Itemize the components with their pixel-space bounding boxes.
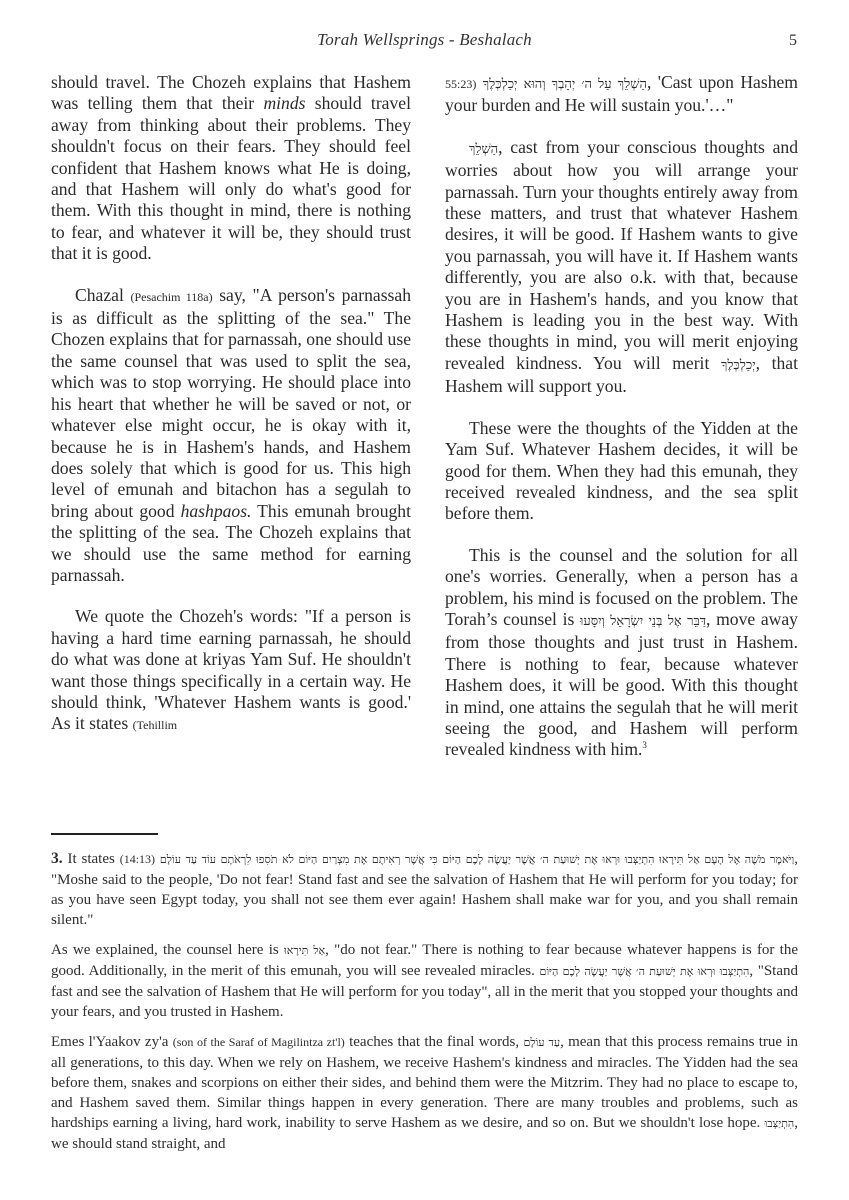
footnote-marker[interactable]: 3 (642, 740, 647, 751)
paragraph (445, 137, 798, 398)
paragraph (51, 72, 411, 265)
right-column (445, 72, 798, 781)
text: teaches that the final words, (344, 1034, 524, 1050)
hebrew-quote: הִתְיַצְּבוּ (764, 1117, 795, 1130)
running-header (0, 30, 849, 56)
hebrew-quote: עַד עוֹלָם (523, 1036, 561, 1049)
text: This is the counsel and the solution for all one's worries. Generally, when a person has a problem, his mind is focused on the problem. The Torah’s counsel is (445, 544, 798, 629)
hebrew-quote: הַשְׁלֵךְ (469, 141, 499, 157)
text: , "Stand fast and see the salvation of Hashem that He will perform for you today", all in the merit that you stopped your thoughts and your fears, and you trusted in Hashem. (51, 963, 799, 1020)
text: , that Hashem will support you. (445, 352, 798, 397)
left-column (51, 72, 411, 757)
text: , "Moshe said to the people, 'Do not fear! Stand fast and see the salvation of Hashem that He will perform for you today; for as you have seen Egypt today, you shall not see them ever again! Hashem shall make war for you, and you shall remain silent." (51, 851, 798, 928)
text: This emunah brought the splitting of the sea. The Chozeh explains that we should use the same method for earning parnassah. (51, 500, 411, 585)
text: Chazal (75, 284, 131, 305)
text: , 'Cast upon Hashem your burden and He will sustain you.'…" (445, 72, 798, 116)
text: , "do not fear." There is nothing to fear because whatever happens is for the good. Additionally, in the merit of this emunah, you will see revealed miracles. (51, 942, 799, 979)
text: We quote the Chozeh's words: "If a person is having a hard time earning parnassah, he should do what was done at kriyas Yam Suf. He shouldn't want those things specifically in a certain way. He should think, 'Whatever Hashem wants is good.' As it states (51, 606, 411, 734)
source-reference: (Pesachim 118a) (130, 289, 213, 304)
paragraph (51, 606, 411, 736)
text: , cast from your conscious thoughts and worries about how you will arrange your parnassah. Turn your thoughts entirely away from these matters, and trust that whatever Hashem desires, it will be good. If Hashem wants to give you parnassah, you will have it. If Hashem wants differently, you are also o.k. with that, because you are in Hashem's hands, and you know that Hashem is leading you in the best way. With these thoughts in mind, you will merit enjoying revealed kindness. You will merit (445, 136, 798, 373)
text: should travel away from thinking about their problems. They shouldn't focus on their fears. They should feel confident that Hashem knows what He is doing, and that Hashem will only do what's good for them. With this thought in mind, there is nothing to fear, and whatever it will be, they should trust that it is good. (51, 93, 411, 264)
text: say, "A person's parnassah is as difficult as the splitting of the sea." The Chozen explains that for parnassah, one should use the same counsel that was used to split the sea, which was to stop worrying. He should place into his heart that whether he will be saved or not, or whatever else might occur, he is okay with it, because he is in Hashem's hands, and Hashem does solely that which is good for us. This high level of emunah and bitachon has a segulah to bring about good (51, 284, 411, 521)
page-number: 5 (789, 32, 797, 49)
emphasis: hashpaos. (180, 500, 252, 521)
text: These were the thoughts of the Yidden at the Yam Suf. Whatever Hashem decides, it will be good for them. When they had this emunah, they received revealed kindness, and the sea split before them. (445, 417, 798, 524)
text: Emes l'Yaakov zy'a (51, 1034, 173, 1050)
hebrew-quote: דַּבֵּר אֶל בְּנֵי יִשְׂרָאֵל וְיִסָּעוּ (580, 613, 707, 629)
source-reference: (Tehillim (132, 718, 178, 733)
footnote-number: 3. (51, 850, 63, 867)
source-reference: (14:13) (119, 852, 156, 866)
hebrew-quote: אַל תִּירָאוּ (283, 944, 326, 957)
text: should travel. The Chozeh explains that Hashem was telling them that their (51, 72, 411, 114)
source-reference: (son of the Saraf of Magilintza zt'l) (172, 1035, 345, 1049)
text: , mean that this process remains true in all generations, to this day. When we rely on Hashem, we receive Hashem's kindness and miracles. The Yidden had the sea before them, snakes and scorpions on either their sides, and behind them were the Mitzrim. They had no place to escape to, and Hashem saved them. Similar things happen in every generation. There are many troubles and problems, such as hardships earning a living, hard work, inability to serve Hashem as we desire, and so on. But we shouldn't lose hope. (51, 1034, 798, 1131)
emphasis: minds (263, 93, 306, 114)
text: , we should stand straight, and (51, 1115, 798, 1152)
footnote-separator (51, 833, 158, 835)
footnotes (51, 849, 798, 1164)
footnote-paragraph (51, 940, 798, 1022)
paragraph (445, 545, 798, 761)
header-title: Torah Wellsprings - Beshalach (317, 30, 532, 49)
footnote-paragraph (51, 1032, 798, 1154)
paragraph (445, 72, 798, 117)
paragraph (445, 418, 798, 525)
paragraph (51, 285, 411, 587)
text: As we explained, the counsel here is (51, 942, 284, 958)
text: It states (62, 851, 120, 867)
text: , move away from those thoughts and just trust in Hashem. There is nothing to fear, because whatever Hashem does, it will be good. With this thought in mind, one attains the segulah that he will merit seeing the good, and Hashem will perform revealed kindness with him. (445, 608, 798, 760)
hebrew-quote: יְכַלְכְּלֶךָ (720, 357, 756, 373)
footnote-3 (51, 849, 798, 930)
hebrew-quote: הַשְׁלֵךְ עַל ה׳ יְהָבְךָ וְהוּא יְכַלְכְּלֶךָ (482, 77, 647, 92)
hebrew-quote: הִתְיַצְּבוּ וּרְאוּ אֶת יְשׁוּעַת ה׳ אֲשֶׁר יַעֲשֶׂה לָכֶם הַיּוֹם (539, 965, 750, 978)
hebrew-quote: וַיֹּאמֶר מֹשֶׁה אֶל הָעָם אַל תִּירָאוּ הִתְיַצְּבוּ וּרְאוּ אֶת יְשׁוּעַת ה׳ אֲשֶׁר יַעֲשֶׂה לָכֶם הַיּוֹם כִּי אֲשֶׁר רְאִיתֶם אֶת מִצְרַיִם הַיּוֹם לֹא תֹסִפוּ לִרְאֹתָם עוֹד עַד עוֹלָם (159, 853, 795, 866)
source-reference: 55:23) (445, 77, 477, 91)
